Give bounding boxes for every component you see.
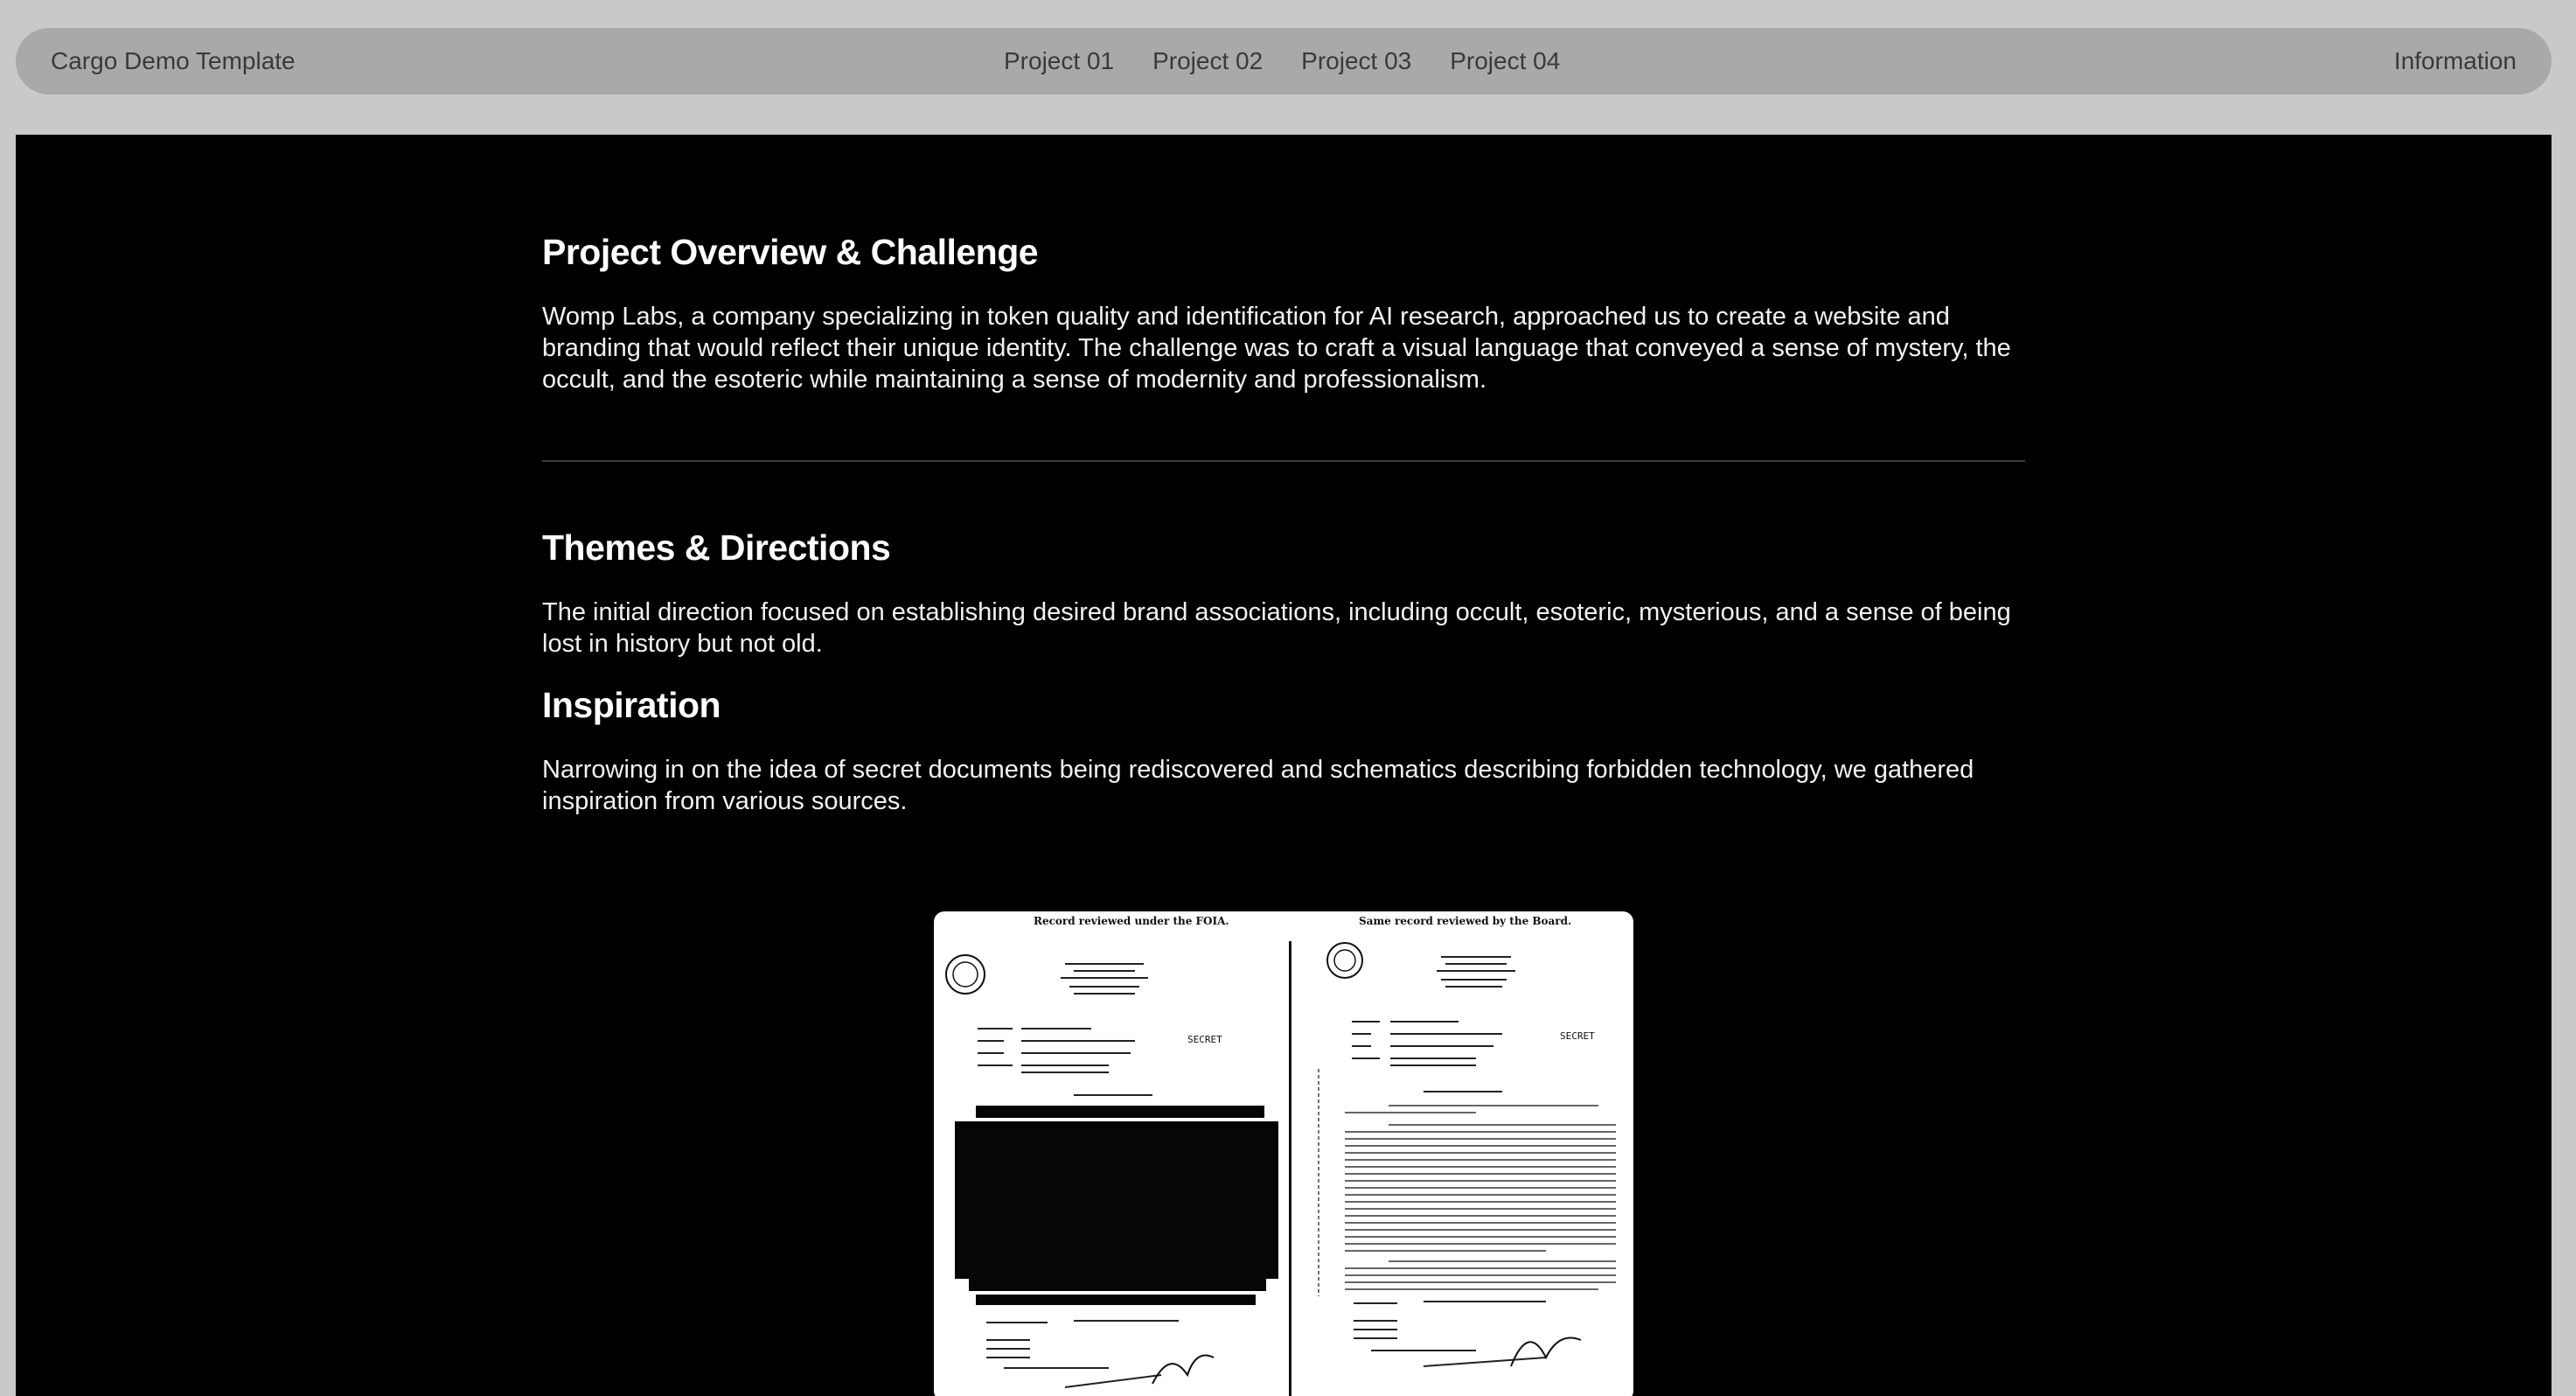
document-scan-graphic <box>934 911 1633 1396</box>
svg-text:SECRET: SECRET <box>1560 1030 1595 1042</box>
article <box>542 229 2029 817</box>
project-links <box>1004 28 1560 94</box>
site-title-link[interactable]: Cargo Demo Template <box>51 47 296 74</box>
themes-paragraph: The initial direction focused on establishing desired brand associations, including occult, esoteric, mysterious, and a sense of being lost in history but not old. <box>542 598 2011 658</box>
left-document-caption: Record reviewed under the FOIA. <box>1034 915 1229 927</box>
nav-link-information[interactable]: Information <box>2393 47 2517 74</box>
themes-heading: Themes & Directions <box>542 527 891 568</box>
nav-link-project-02[interactable]: Project 02 <box>1152 47 1264 74</box>
nav-link-project-01[interactable]: Project 01 <box>1004 47 1115 74</box>
nav-link-project-04[interactable]: Project 04 <box>1450 47 1561 74</box>
inspiration-heading: Inspiration <box>542 685 721 725</box>
overview-paragraph: Womp Labs, a company specializing in token quality and identification for AI research, approached us to create a website and branding that would reflect their unique identity. The challenge was to craft a visual language that conveyed a sense of mystery, the occult, and the esoteric while maintaining a sense of modernity and professionalism. <box>542 303 2011 394</box>
svg-text:SECRET: SECRET <box>1187 1034 1222 1045</box>
overview-heading: Project Overview & Challenge <box>542 232 1039 272</box>
top-nav-bar <box>16 28 2552 94</box>
redacted-document-image <box>934 911 1633 1396</box>
section-divider <box>542 460 2025 462</box>
right-document-caption: Same record reviewed by the Board. <box>1359 915 1572 927</box>
content-area <box>16 135 2552 1396</box>
nav-link-project-03[interactable]: Project 03 <box>1301 47 1412 74</box>
inspiration-paragraph: Narrowing in on the idea of secret documents being rediscovered and schematics describing forbidden technology, we gathered inspiration from various sources. <box>542 756 1974 815</box>
